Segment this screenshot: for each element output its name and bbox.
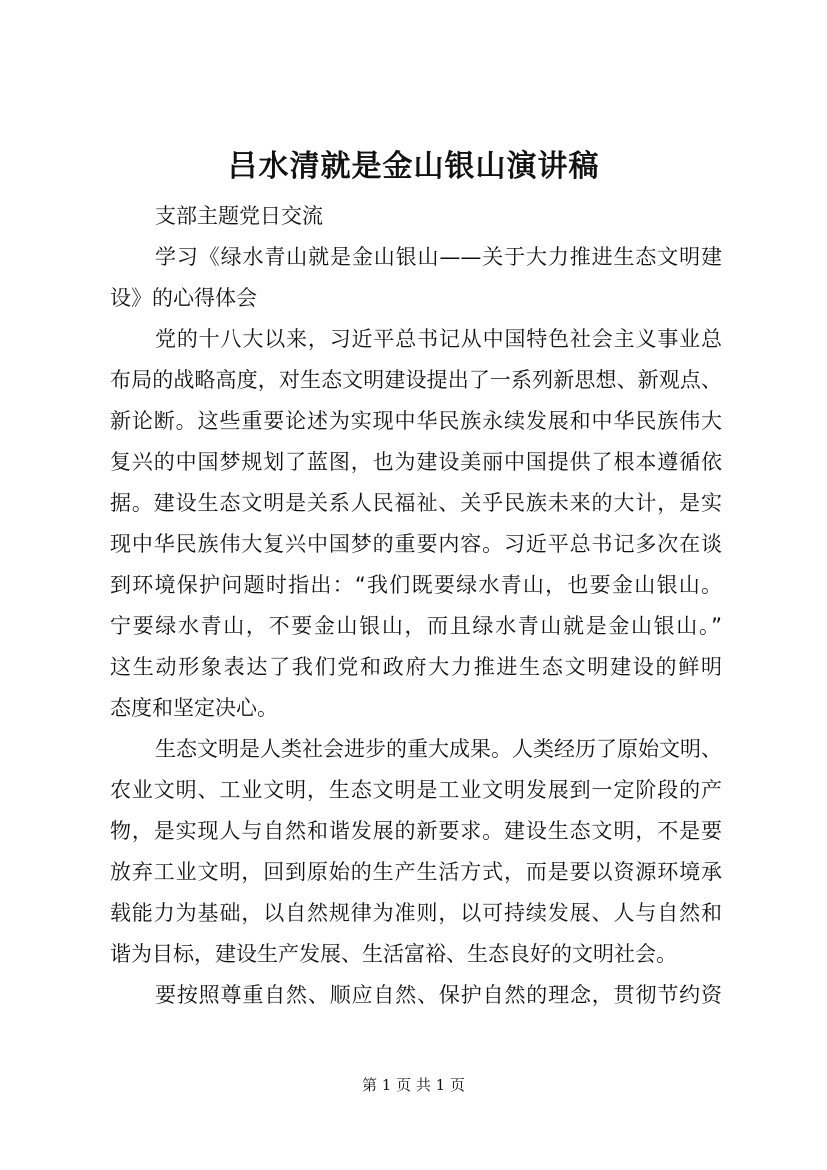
body-line: 谐为目标，建设生产发展、生活富裕、生态良好的文明社会。 xyxy=(110,942,677,966)
body-line: 据。建设生态文明是关系人民福祉、关乎民族未来的大计，是实 xyxy=(110,491,722,515)
body-line: 放弃工业文明，回到原始的生产生活方式，而是要以资源环境承 xyxy=(110,860,722,884)
body-line: 物，是实现人与自然和谐发展的新要求。建设生态文明，不是要 xyxy=(110,819,722,843)
body-line: 复兴的中国梦规划了蓝图，也为建设美丽中国提供了根本遵循依 xyxy=(110,450,722,474)
body-line: 党的十八大以来，习近平总书记从中国特色社会主义事业总 xyxy=(155,327,722,351)
body-line: 学习《绿水青山就是金山银山——关于大力推进生态文明建 xyxy=(155,245,722,269)
body-line: 要按照尊重自然、顺应自然、保护自然的理念，贯彻节约资 xyxy=(155,983,722,1007)
body-line: 这生动形象表达了我们党和政府大力推进生态文明建设的鲜明 xyxy=(110,655,722,679)
body-line: 生态文明是人类社会进步的重大成果。人类经历了原始文明、 xyxy=(155,737,722,761)
page-footer: 第 1 页 共 1 页 xyxy=(362,1076,465,1094)
document-title: 吕水清就是金山银山演讲稿 xyxy=(227,149,600,184)
document-body xyxy=(110,196,722,1016)
body-line: 到环境保护问题时指出：“我们既要绿水青山，也要金山银山。 xyxy=(110,573,722,597)
body-line: 现中华民族伟大复兴中国梦的重要内容。习近平总书记多次在谈 xyxy=(110,532,722,556)
body-line: 载能力为基础，以自然规律为准则，以可持续发展、人与自然和 xyxy=(110,901,722,925)
body-line: 农业文明、工业文明，生态文明是工业文明发展到一定阶段的产 xyxy=(110,778,722,802)
body-line: 设》的心得体会 xyxy=(110,286,257,310)
body-line: 态度和坚定决心。 xyxy=(110,696,278,720)
body-line: 支部主题党日交流 xyxy=(155,204,323,228)
body-line: 布局的战略高度，对生态文明建设提出了一系列新思想、新观点、 xyxy=(110,368,722,392)
body-line: 宁要绿水青山，不要金山银山，而且绿水青山就是金山银山。” xyxy=(110,614,722,638)
body-line: 新论断。这些重要论述为实现中华民族永续发展和中华民族伟大 xyxy=(110,409,722,433)
